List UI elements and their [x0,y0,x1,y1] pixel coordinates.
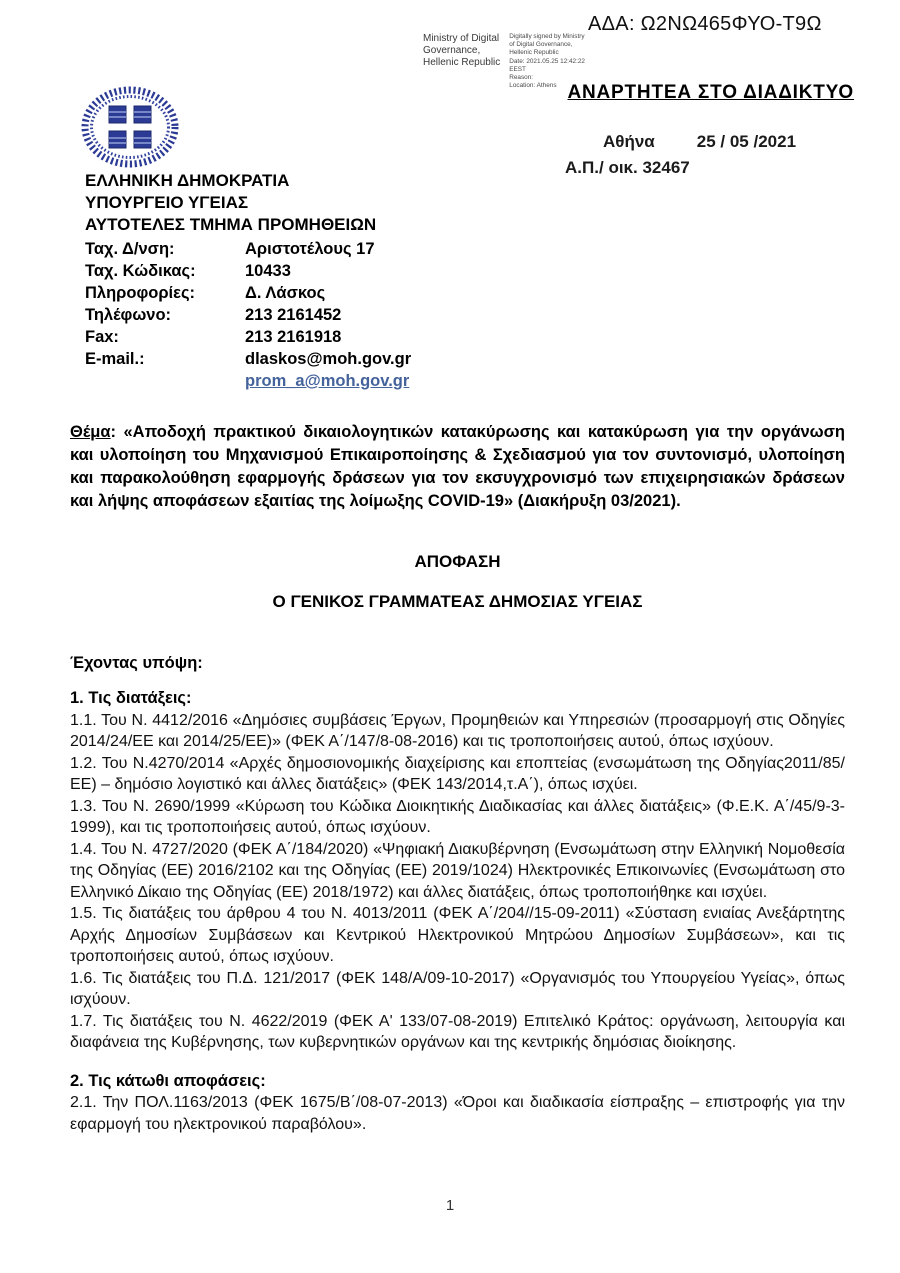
contact-value: Αριστοτέλους 17 [245,240,375,258]
contact-info-table [85,238,411,392]
protocol-number: Α.Π./ οικ. 32467 [565,158,690,177]
posted-on-internet-label: ΑΝΑΡΤΗΤΕΑ ΣΤΟ ΔΙΑΔΙΚΤΥΟ [567,82,854,103]
contact-value: 213 2161452 [245,306,342,324]
legal-item-1-5: 1.5. Τις διατάξεις του άρθρου 4 του Ν. 4013/2011 (ΦΕΚ Α΄/204//15-09-2011) «Σύσταση ενιαίας Ανεξάρτητης Αρχής Δημοσίων Συμβάσεων και Κεντρικού Ηλεκτρονικού Μητρώου Δημοσίων Συμβάσεων», και τις τροποποιήσεις αυτού, όπως ισχύουν. [70,905,845,965]
contact-row [85,326,411,348]
legal-item-1-2: 1.2. Του Ν.4270/2014 «Αρχές δημοσιονομικής διαχείρισης και εποπτείας (ενσωμάτωση της Οδηγίας2011/85/ΕΕ) – δημόσιο λογιστικό και άλλες διατάξεις» (ΦΕΚ 143/2014,τ.Α΄), όπως ισχύει. [70,754,845,793]
contact-label: Τηλέφωνο: [85,306,172,324]
signature-detail-line: Reason: [509,73,534,81]
legal-item-1-3: 1.3. Του Ν. 2690/1999 «Κύρωση του Κώδικα Διοικητικής Διαδικασίας και άλλες διατάξεις» (Φ.Ε.Κ. Α΄/45/9-3-1999), και τις τροποποιήσεις αυτού, όπως ισχύουν. [70,797,845,836]
contact-value-email: dlaskos@moh.gov.gr [245,350,412,368]
contact-row [85,370,411,392]
signature-detail-line: of Digital Governance, [509,41,573,49]
decision-title: ΑΠΟΦΑΣΗ [414,552,501,571]
contact-row [85,348,411,370]
signature-signer-line: Governance, [423,44,481,56]
contact-label: E-mail.: [85,350,145,368]
signature-detail-line: Digitally signed by Ministry [509,33,585,40]
contact-row [85,260,411,282]
signature-detail-line: Location: Athens [509,82,557,90]
signature-detail-line: EEST [509,65,526,73]
section-2-heading: 2. Τις κάτωθι αποφάσεις: [70,1071,266,1090]
signature-detail-line: Date: 2021.05.25 12:42:22 [509,57,585,65]
section-1-heading: 1. Τις διατάξεις: [70,689,192,707]
org-line-republic: ΕΛΛΗΝΙΚΗ ΔΗΜΟΚΡΑΤΙΑ [85,171,290,190]
contact-label: Ταχ. Δ/νση: [85,240,175,258]
legal-item-2-1: 2.1. Την ΠΟΛ.1163/2013 (ΦΕΚ 1675/Β΄/08-07-2013) «Όροι και διαδικασία είσπραξης – επιστροφής για την εφαρμογή του ηλεκτρονικού παραβόλου». [70,1094,845,1133]
contact-value: 10433 [245,262,291,280]
hellenic-republic-emblem-icon [80,86,180,175]
legal-item-1-6: 1.6. Τις διατάξεις του Π.Δ. 121/2017 (ΦΕΚ 148/Α/09-10-2017) «Οργανισμός του Υπουργείου Υγείας», όπως ισχύουν. [70,969,845,1008]
org-line-ministry: ΥΠΟΥΡΓΕΙΟ ΥΓΕΙΑΣ [85,193,249,212]
date-value: 25 / 05 /2021 [696,132,797,151]
city-label: Αθήνα [603,132,655,151]
organisation-header [85,170,376,236]
contact-label: Fax: [85,328,119,346]
document-body [70,421,845,1135]
subject-text: : «Αποδοχή πρακτικού δικαιολογητικών κατακύρωσης και κατακύρωση για την οργάνωση και υλοποίηση του Μηχανισμού Επικαιροποίησης & Σχεδιασμού για τον συντονισμό, υλοποίηση και παρακολούθηση εφαρμογής δράσεων για τον εκσυγχρονισμό των επιχειρησιακών δράσεων και λήψης αποφάσεων εξαιτίας της λοίμωξης COVID-19» (Διακήρυξη 03/2021). [70,423,845,510]
subject-label: Θέμα [70,423,111,441]
having-regard-label: Έχοντας υπόψη: [70,654,203,672]
legal-item-1-1: 1.1. Του Ν. 4412/2016 «Δημόσιες συμβάσεις Έργων, Προμηθειών και Υπηρεσιών (προσαρμογή στις Οδηγίες 2014/24/ΕΕ και 2014/25/ΕΕ)» (ΦΕΚ Α΄/147/8-08-2016) και τις τροποποιήσεις αυτού, όπως ισχύουν. [70,711,845,750]
contact-row [85,282,411,304]
email-link[interactable]: prom_a@moh.gov.gr [245,372,410,390]
signature-signer-line: Ministry of Digital [423,33,500,44]
page-number: 1 [445,1197,455,1214]
contact-label: Ταχ. Κώδικας: [85,262,196,280]
legal-item-1-4: 1.4. Του Ν. 4727/2020 (ΦΕΚ Α΄/184/2020) «Ψηφιακή Διακυβέρνηση (Ενσωμάτωση στην Ελληνική Νομοθεσία της Οδηγίας (ΕΕ) 2016/2102 και της Οδηγίας (ΕΕ) 2019/1024) Ηλεκτρονικές Επικοινωνίες (Ενσωμάτωση στο Ελληνικό Δίκαιο της Οδηγίας (ΕΕ) 2018/1972) και άλλες διατάξεις, όπως τροποποιήθηκε και ισχύει. [70,840,845,901]
contact-value: 213 2161918 [245,328,342,346]
signature-signer-line: Hellenic Republic [423,56,501,68]
contact-label [85,370,245,392]
signature-detail-line: Hellenic Republic [509,49,559,57]
decision-issuer: Ο ΓΕΝΙΚΟΣ ΓΡΑΜΜΑΤΕΑΣ ΔΗΜΟΣΙΑΣ ΥΓΕΙΑΣ [272,592,643,611]
subject-paragraph [70,421,845,513]
digital-signature-stamp [423,33,585,90]
contact-row [85,238,411,260]
legal-item-1-7: 1.7. Τις διατάξεις του Ν. 4622/2019 (ΦΕΚ Α' 133/07-08-2019) Επιτελικό Κράτος: οργάνωση, λειτουργία και διαφάνεια της Κυβέρνησης, των κυβερνητικών οργάνων και της κεντρικής δημόσιας διοίκησης. [70,1012,845,1051]
org-line-department: ΑΥΤΟΤΕΛΕΣ ΤΜΗΜΑ ΠΡΟΜΗΘΕΙΩΝ [85,215,377,234]
city-date-line [603,132,796,152]
signature-signer [423,33,500,68]
contact-value: Δ. Λάσκος [245,284,326,302]
contact-row [85,304,411,326]
ada-code: ΑΔΑ: Ω2ΝΩ465ΦΥΟ-Τ9Ω [588,13,822,35]
contact-label: Πληροφορίες: [85,284,196,302]
